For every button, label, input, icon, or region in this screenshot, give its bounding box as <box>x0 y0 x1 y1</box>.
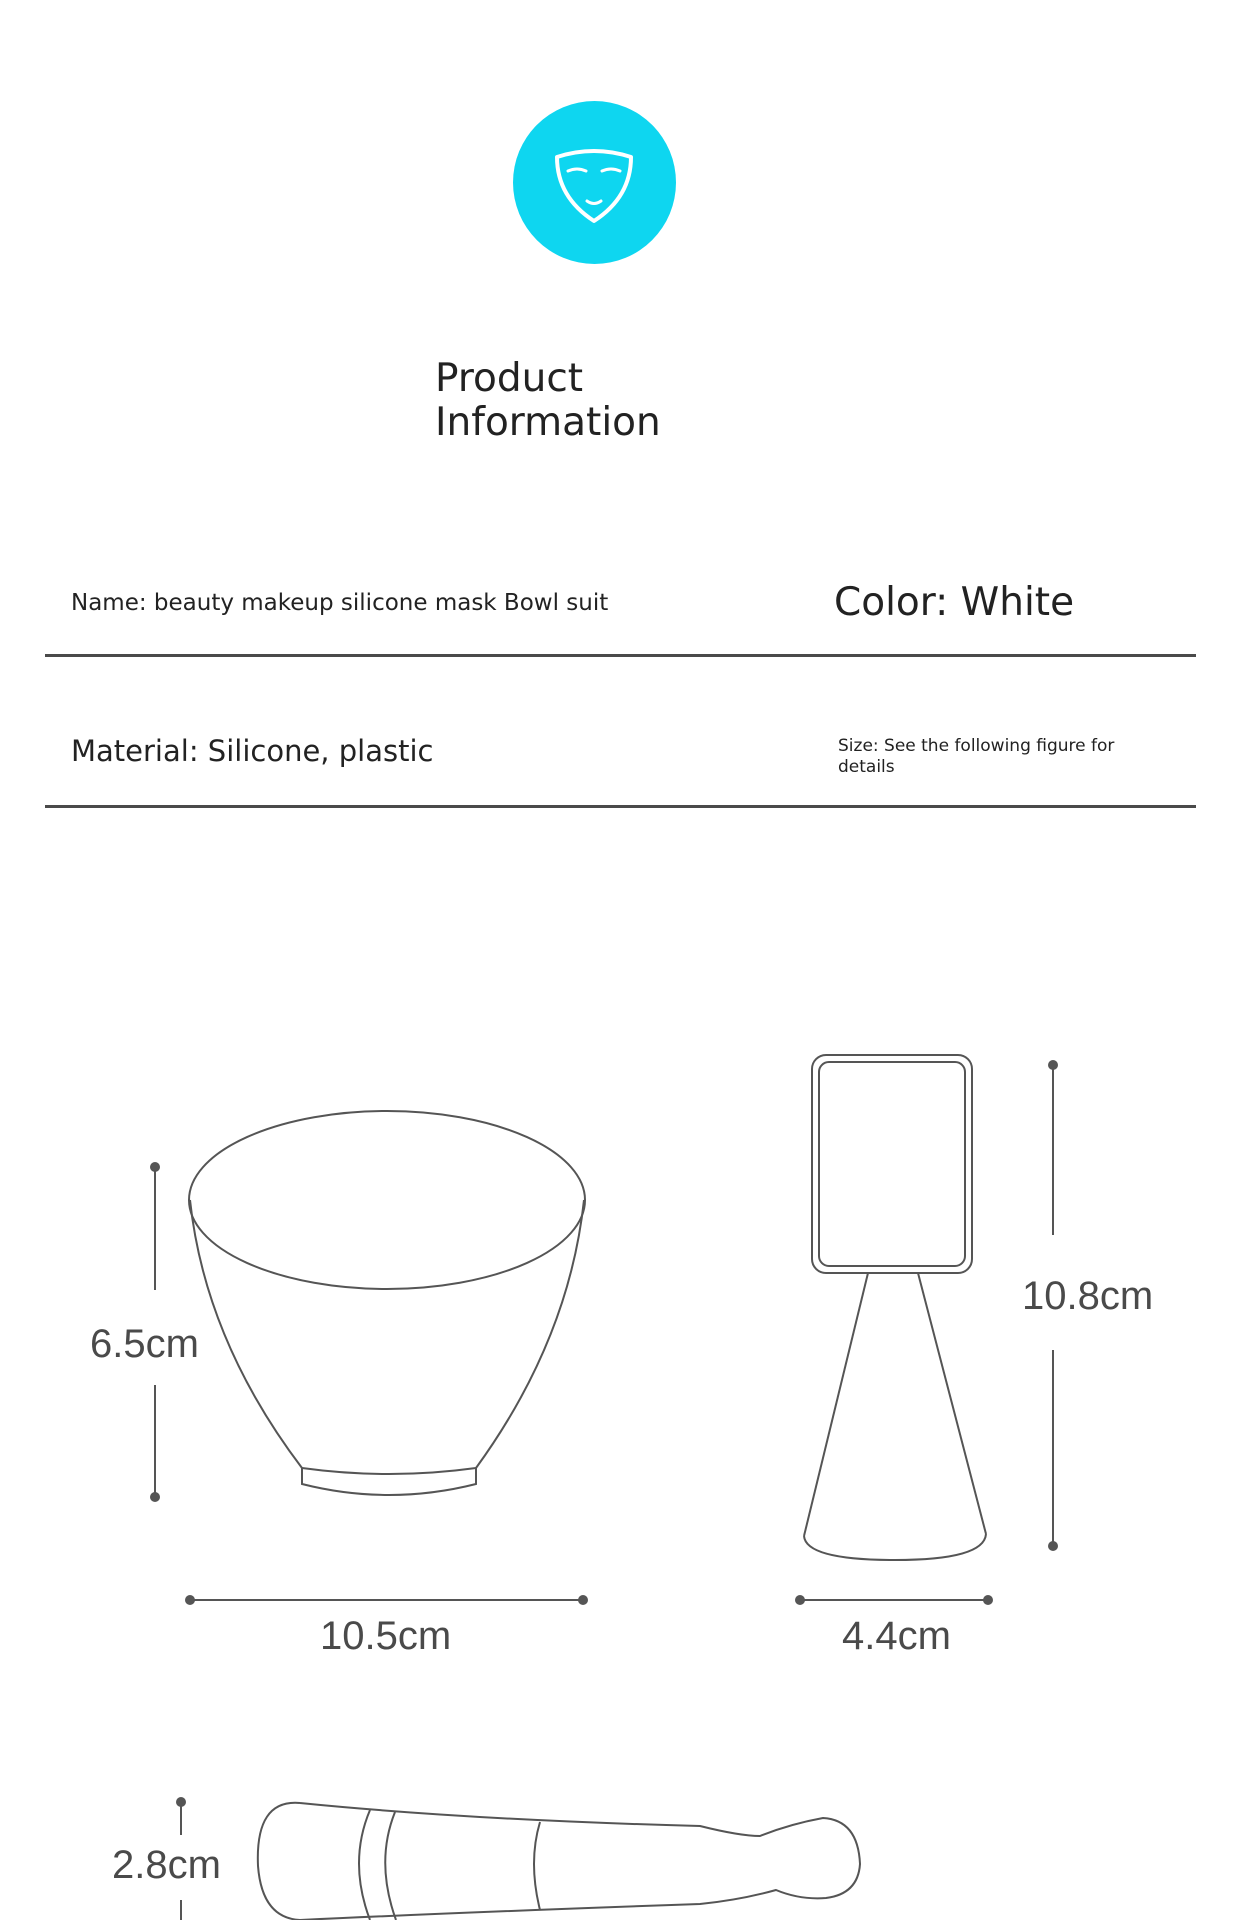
bowl-height-label: 6.5cm <box>90 1322 199 1366</box>
product-name: Name: beauty makeup silicone mask Bowl suit <box>71 590 609 616</box>
page-title: Product Information <box>435 356 661 445</box>
spatula-width-label: 4.4cm <box>842 1614 951 1658</box>
bowl-width-label: 10.5cm <box>320 1614 452 1658</box>
product-size: Size: See the following figure for details <box>838 736 1115 777</box>
brush-drawing <box>258 1803 860 1920</box>
spatula-height-label: 10.8cm <box>1022 1274 1154 1318</box>
brush-height-label: 2.8cm <box>112 1843 221 1887</box>
product-color: Color: White <box>834 580 1075 625</box>
spatula-drawing <box>804 1055 986 1560</box>
bowl-drawing <box>189 1111 585 1495</box>
product-material: Material: Silicone, plastic <box>71 734 434 768</box>
